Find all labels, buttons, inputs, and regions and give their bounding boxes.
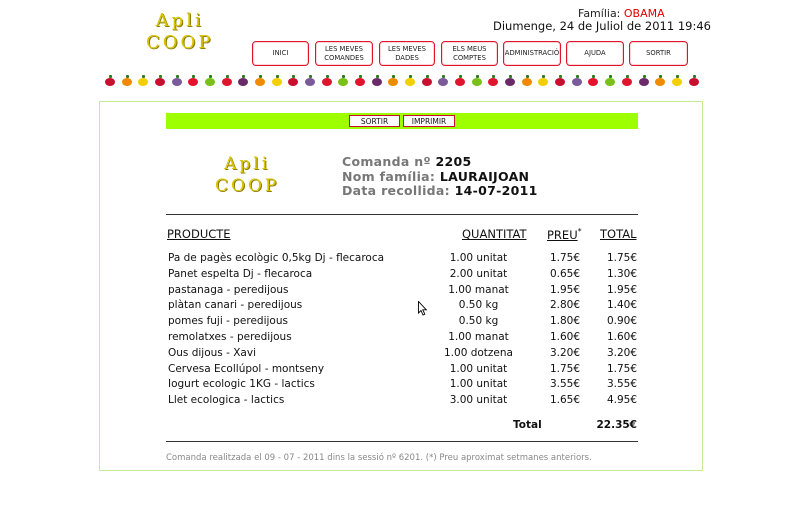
product-cell: Panet espelta Dj - flecaroca bbox=[168, 267, 313, 280]
action-bar bbox=[166, 113, 638, 129]
quantity-cell: 0.50 kg bbox=[458, 299, 499, 312]
table-row bbox=[166, 347, 638, 363]
price-cell: 3.55€ bbox=[549, 378, 580, 391]
table-row bbox=[166, 315, 638, 331]
grape-green-icon bbox=[472, 78, 482, 86]
orange-icon bbox=[388, 78, 398, 86]
table-row bbox=[166, 394, 638, 410]
price-cell: 1.75€ bbox=[549, 362, 580, 375]
quantity-cell: 1.00 manat bbox=[448, 331, 509, 343]
strawberry-icon bbox=[222, 78, 232, 86]
orange-icon bbox=[655, 78, 665, 86]
cherry-icon bbox=[105, 78, 115, 86]
plum-icon bbox=[372, 78, 382, 86]
family-label: Família: bbox=[578, 7, 621, 20]
total-value: 22.35€ bbox=[596, 419, 637, 431]
total-label: Total bbox=[513, 419, 542, 431]
product-cell: Llet ecologica - lactics bbox=[168, 394, 285, 407]
quantity-cell: 2.00 unitat bbox=[449, 267, 508, 280]
col-header-product: PRODUCTE bbox=[167, 227, 231, 241]
app-logo bbox=[146, 12, 213, 52]
grape-green-icon bbox=[605, 78, 615, 86]
table-row bbox=[166, 299, 638, 315]
price-cell: 0.65€ bbox=[549, 267, 580, 280]
col-header-total: TOTAL bbox=[600, 227, 637, 241]
order-family-value: LAURAIJOAN bbox=[439, 169, 530, 184]
mouse-cursor-icon bbox=[418, 301, 428, 316]
current-date: Diumenge, 24 de Juliol de 2011 19:46 bbox=[493, 19, 711, 33]
quantity-cell: 1.00 unitat bbox=[449, 378, 508, 391]
total-cell: 1.95€ bbox=[606, 283, 637, 296]
footer-note: Comanda realitzada el 09 - 07 - 2011 dins la sessió nº 6201. (*) Preu aproximat setmanes anteriors. bbox=[166, 453, 592, 463]
table-row bbox=[166, 363, 638, 379]
banana-icon bbox=[138, 78, 148, 86]
product-cell: plàtan canari - peredijous bbox=[168, 299, 303, 312]
table-row bbox=[166, 284, 638, 300]
doc-logo-line-1: Apli bbox=[224, 154, 271, 174]
plum-icon bbox=[639, 78, 649, 86]
product-cell: Pa de pagès ecològic 0,5kg Dj - flecaroca bbox=[168, 252, 385, 264]
order-date bbox=[342, 183, 538, 198]
quantity-cell: 3.00 unitat bbox=[449, 394, 508, 407]
total-cell: 1.75€ bbox=[606, 362, 637, 375]
cherry-icon bbox=[689, 78, 699, 86]
grape-green-icon bbox=[205, 78, 215, 86]
nav-comptes-button[interactable]: ELS MEUS COMPTES bbox=[441, 41, 498, 66]
nav-sortir-button[interactable]: SORTIR bbox=[629, 41, 688, 66]
cherry-icon bbox=[288, 78, 298, 86]
strawberry-icon bbox=[588, 78, 598, 86]
fruit-decoration-row bbox=[105, 75, 699, 89]
orange-icon bbox=[522, 78, 532, 86]
doc-logo-line-2: COOP bbox=[215, 176, 280, 196]
divider-bottom bbox=[166, 441, 638, 442]
total-cell: 1.60€ bbox=[606, 331, 637, 343]
orange-icon bbox=[255, 78, 265, 86]
print-button[interactable]: IMPRIMIR bbox=[403, 115, 455, 127]
strawberry-icon bbox=[455, 78, 465, 86]
plum-icon bbox=[505, 78, 515, 86]
price-cell: 1.65€ bbox=[549, 394, 580, 407]
price-cell: 1.60€ bbox=[549, 331, 580, 343]
total-cell: 4.95€ bbox=[606, 394, 637, 407]
product-cell: Ous dijous - Xavi bbox=[168, 346, 256, 359]
document-logo bbox=[215, 156, 279, 195]
orange-icon bbox=[122, 78, 132, 86]
strawberry-icon bbox=[355, 78, 365, 86]
grapes-icon bbox=[572, 78, 582, 86]
logo-line-1: Apli bbox=[155, 10, 204, 31]
quantity-cell: 1.00 dotzena bbox=[444, 346, 513, 359]
order-number-label: Comanda nº bbox=[342, 154, 431, 169]
banana-icon bbox=[672, 78, 682, 86]
order-date-value: 14-07-2011 bbox=[454, 183, 538, 198]
total-cell: 0.90€ bbox=[606, 315, 637, 328]
order-number-value: 2205 bbox=[435, 154, 472, 169]
table-row bbox=[166, 252, 638, 268]
quantity-cell: 1.00 manat bbox=[448, 283, 509, 296]
order-number bbox=[342, 154, 471, 169]
col-header-price-label: PREU bbox=[547, 227, 578, 242]
grapes-icon bbox=[172, 78, 182, 86]
strawberry-icon bbox=[488, 78, 498, 86]
cherry-icon bbox=[155, 78, 165, 86]
banana-icon bbox=[538, 78, 548, 86]
price-cell: 2.80€ bbox=[549, 299, 580, 312]
product-cell: pomes fuji - peredijous bbox=[168, 315, 288, 328]
total-cell: 1.75€ bbox=[606, 252, 637, 264]
table-row bbox=[166, 331, 638, 347]
col-header-quantity: QUANTITAT bbox=[462, 227, 527, 241]
product-cell: Cervesa Ecollúpol - montseny bbox=[168, 362, 325, 375]
grapes-icon bbox=[438, 78, 448, 86]
nav-administracio-button[interactable]: ADMINISTRACIÓ bbox=[503, 41, 561, 66]
price-cell: 1.95€ bbox=[549, 283, 580, 296]
logo-line-2: COOP bbox=[146, 32, 214, 53]
quantity-cell: 1.00 unitat bbox=[449, 252, 508, 264]
grape-green-icon bbox=[338, 78, 348, 86]
plum-icon bbox=[238, 78, 248, 86]
grapes-icon bbox=[305, 78, 315, 86]
family-name: OBAMA bbox=[623, 7, 665, 20]
total-cell: 1.30€ bbox=[606, 267, 637, 280]
strawberry-icon bbox=[188, 78, 198, 86]
nav-inici-button[interactable]: INICI bbox=[252, 41, 309, 66]
total-cell: 1.40€ bbox=[606, 299, 637, 312]
nav-dades-button[interactable]: LES MEVES DADES bbox=[379, 41, 435, 66]
product-cell: Iogurt ecologic 1KG - lactics bbox=[168, 378, 315, 391]
banana-icon bbox=[405, 78, 415, 86]
order-date-label: Data recollida: bbox=[342, 183, 450, 198]
total-cell: 3.55€ bbox=[606, 378, 637, 391]
price-cell: 1.75€ bbox=[549, 252, 580, 264]
total-cell: 3.20€ bbox=[606, 346, 637, 359]
close-button[interactable]: SORTIR bbox=[349, 115, 400, 127]
banana-icon bbox=[272, 78, 282, 86]
table-row bbox=[166, 378, 638, 394]
price-asterisk: * bbox=[577, 227, 582, 236]
col-header-price bbox=[547, 227, 582, 242]
strawberry-icon bbox=[322, 78, 332, 86]
quantity-cell: 0.50 kg bbox=[458, 315, 499, 328]
nav-ajuda-button[interactable]: AJUDA bbox=[566, 41, 624, 66]
divider-top bbox=[166, 214, 638, 215]
product-cell: remolatxes - peredijous bbox=[168, 331, 292, 343]
order-family-label: Nom família: bbox=[342, 169, 436, 184]
product-cell: pastanaga - peredijous bbox=[168, 283, 289, 296]
price-cell: 1.80€ bbox=[549, 315, 580, 328]
cherry-icon bbox=[555, 78, 565, 86]
table-row bbox=[166, 268, 638, 284]
cherry-icon bbox=[422, 78, 432, 86]
quantity-cell: 1.00 unitat bbox=[449, 362, 508, 375]
strawberry-icon bbox=[622, 78, 632, 86]
price-cell: 3.20€ bbox=[549, 346, 580, 359]
order-family bbox=[342, 169, 529, 184]
nav-comandes-button[interactable]: LES MEVES COMANDES bbox=[315, 41, 373, 66]
